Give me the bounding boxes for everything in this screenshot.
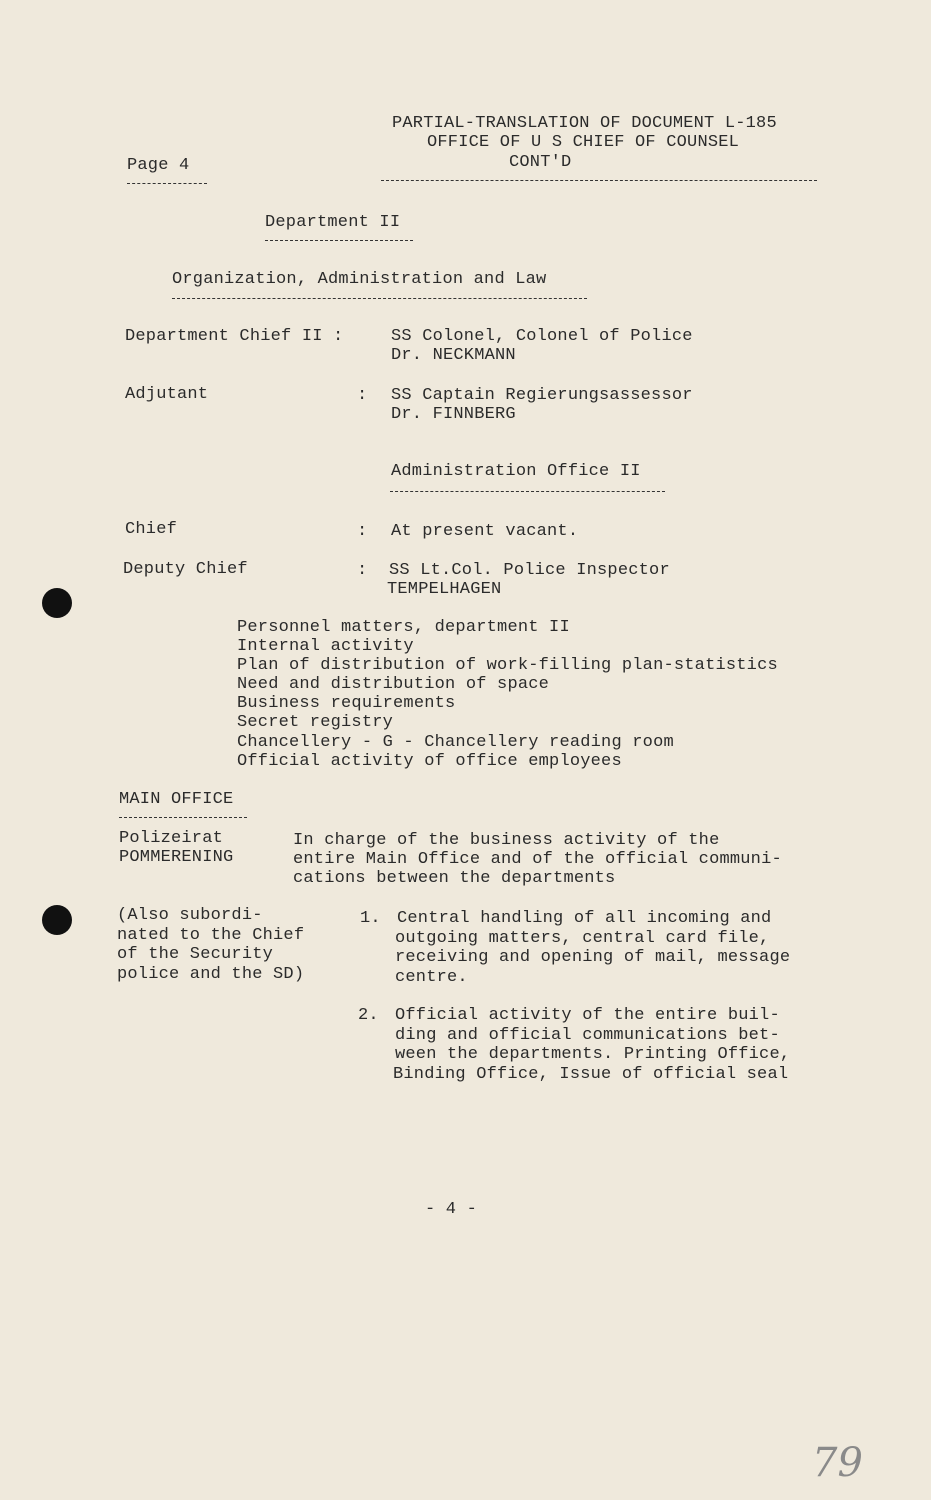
duty-item: Plan of distribution of work-filling plan-statistics: [237, 656, 778, 675]
duty-item: Internal activity: [237, 637, 414, 656]
main-office-desc-line: In charge of the business activity of the: [293, 831, 720, 850]
department-title-underline: [265, 240, 413, 241]
duty-item: Official activity of office employees: [237, 752, 622, 771]
adjutant-name: Dr. FINNBERG: [391, 405, 516, 424]
doc-title-line-2: OFFICE OF U S CHIEF OF COUNSEL: [427, 133, 740, 152]
duty-item: Business requirements: [237, 694, 456, 713]
item-line: Central handling of all incoming and: [397, 909, 772, 928]
page-label-underline: [127, 183, 207, 184]
role-department-chief: Department Chief II :: [125, 327, 344, 346]
page-label: Page 4: [127, 156, 190, 175]
chief-colon: :: [357, 522, 368, 541]
chief-label: Chief: [125, 520, 178, 539]
department-title: Department II: [265, 213, 401, 232]
item-line: receiving and opening of mail, message: [395, 948, 791, 967]
deputy-chief-rank: SS Lt.Col. Police Inspector: [389, 561, 670, 580]
admin-office-underline: [390, 491, 665, 492]
item-number: 1.: [360, 909, 381, 928]
chief-value: At present vacant.: [391, 522, 579, 541]
item-line: centre.: [395, 968, 468, 987]
department-subtitle: Organization, Administration and Law: [172, 270, 547, 289]
punch-hole-bottom: [42, 905, 72, 935]
subordination-note-line: (Also subordi-: [117, 906, 263, 925]
page-number: - 4 -: [425, 1200, 478, 1219]
item-line: Binding Office, Issue of official seal: [393, 1065, 789, 1084]
main-office-name: POMMERENING: [119, 848, 234, 867]
main-office-title: MAIN OFFICE: [119, 790, 234, 809]
item-line: outgoing matters, central card file,: [395, 929, 770, 948]
main-office-desc-line: cations between the departments: [293, 869, 616, 888]
adjutant-rank: SS Captain Regierungsassessor: [391, 386, 693, 405]
item-line: ding and official communications bet-: [395, 1026, 780, 1045]
doc-title-line-3: CONT'D: [509, 153, 572, 172]
deputy-chief-label: Deputy Chief: [123, 560, 248, 579]
department-subtitle-underline: [172, 298, 587, 299]
item-line: Official activity of the entire buil-: [395, 1006, 780, 1025]
duty-item: Secret registry: [237, 713, 394, 732]
admin-office-title: Administration Office II: [391, 462, 641, 481]
adjutant-colon: :: [357, 386, 368, 405]
doc-title-line-1: PARTIAL-TRANSLATION OF DOCUMENT L-185: [392, 114, 777, 133]
duty-item: Chancellery - G - Chancellery reading room: [237, 733, 674, 752]
deputy-chief-colon: :: [357, 561, 368, 580]
main-office-desc-line: entire Main Office and of the official communi-: [293, 850, 782, 869]
role-adjutant: Adjutant: [125, 385, 209, 404]
duty-item: Need and distribution of space: [237, 675, 550, 694]
main-office-underline: [119, 817, 247, 818]
item-number: 2.: [358, 1006, 379, 1025]
punch-hole-top: [42, 588, 72, 618]
header-underline: [381, 180, 817, 181]
subordination-note-line: nated to the Chief: [117, 926, 305, 945]
department-chief-name: Dr. NECKMANN: [391, 346, 516, 365]
item-line: ween the departments. Printing Office,: [395, 1045, 791, 1064]
department-chief-rank: SS Colonel, Colonel of Police: [391, 327, 693, 346]
main-office-rank: Polizeirat: [119, 829, 224, 848]
subordination-note-line: police and the SD): [117, 965, 305, 984]
handwritten-page-number: 79: [812, 1440, 863, 1486]
subordination-note-line: of the Security: [117, 945, 274, 964]
duty-item: Personnel matters, department II: [237, 618, 570, 637]
deputy-chief-name: TEMPELHAGEN: [387, 580, 502, 599]
